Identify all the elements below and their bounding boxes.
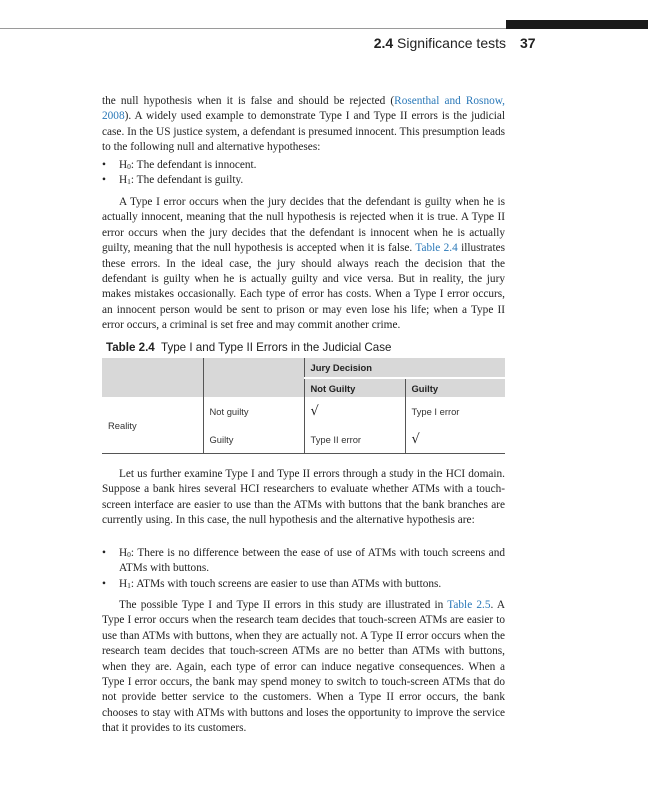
reality-label: Reality xyxy=(102,397,203,454)
page-number: 37 xyxy=(520,35,536,51)
check-icon: √ xyxy=(304,397,405,425)
hypotheses-list-2 xyxy=(102,546,505,592)
list-item: • $H_0$: There is no difference between the ease of use of ATMs with touch screens and ATMs with buttons. xyxy=(102,547,505,575)
table-2-4-link[interactable]: Table 2.4 xyxy=(415,242,458,255)
bullet-icon: • xyxy=(102,577,106,590)
hypotheses-list-1 xyxy=(102,158,505,189)
list-item: • $H_0$: The defendant is innocent. xyxy=(102,158,505,173)
bullet-icon: • xyxy=(102,547,106,559)
section-number: 2.4 xyxy=(373,35,394,51)
row-not-guilty-label: Not guilty xyxy=(203,397,304,425)
section-title: Significance tests xyxy=(397,35,506,51)
header-empty-cell-2 xyxy=(203,358,304,397)
type-ii-error-cell: Type II error xyxy=(304,425,405,454)
table-title: Type I and Type II Errors in the Judicial Case xyxy=(161,341,392,354)
check-icon: √ xyxy=(405,425,505,454)
bullet-icon: • xyxy=(102,174,106,187)
paragraph-4: The possible Type I and Type II errors in this study are illustrated in Table 2.5. A Type I error occurs when the research team decides that touch-screen ATMs are easier to use than ATMs with buttons, when they are actually not. A Type II error occurs when the research team decides that touch-screen ATMs are no better than ATMs with buttons, when they are. Again, each type of error can induce negative consequences. When a Type I error occurs, the bank may spend money to switch to touch-screen ATMs that do not provide better service to the customers. When a Type II error occurs, the bank chooses to stay with ATMs with buttons and loses the opportunity to improve the service that it provides to its customers. xyxy=(102,599,505,735)
citation-rosenthal[interactable]: Rosenthal and Rosnow, 2008 xyxy=(102,95,505,123)
table-caption xyxy=(106,341,506,354)
type-i-error-cell: Type I error xyxy=(405,397,505,425)
jury-decision-header: Jury Decision xyxy=(304,358,505,378)
paragraph-1: the null hypothesis when it is false and should be rejected (Rosenthal and Rosnow, 2008). A widely used example to demonstrate Type I and Type II errors is the judicial case. In the US justice system, a defendant is presumed innocent. This presumption leads to the following null and alternative hypotheses: xyxy=(102,95,505,154)
header-bar xyxy=(506,20,648,29)
guilty-header: Guilty xyxy=(405,378,505,397)
bullet-icon: • xyxy=(102,159,106,171)
not-guilty-header: Not Guilty xyxy=(304,378,405,397)
row-guilty-label: Guilty xyxy=(203,425,304,454)
header-empty-cell-1 xyxy=(102,358,203,397)
running-head xyxy=(300,35,506,51)
paragraph-3: Let us further examine Type I and Type II errors through a study in the HCI domain. Suppose a bank hires several HCI researchers to evaluate whether ATMs with a touch-screen interface are easier to use than the ATMs with buttons that the bank branches are currently using. In this case, the null hypothesis and the alternative hypothesis are: xyxy=(102,468,505,527)
table-2-5-link[interactable]: Table 2.5 xyxy=(447,599,491,611)
list-item: • $H_1$: ATMs with touch screens are easier to use than ATMs with buttons. xyxy=(102,577,505,592)
judicial-errors-table xyxy=(102,358,505,454)
paragraph-2: A Type I error occurs when the jury decides that the defendant is guilty when he is actually innocent, meaning that the null hypothesis is rejected when it is true. A Type II error occurs when the jury decides that the defendant is innocent when he is actually guilty, meaning that the null hypothesis is accepted when it is false. Table 2.4 illustrates these errors. In the ideal case, the jury should always reach the decision that the defendant is guilty when he is actually guilty and vice versa. But in reality, the jury makes mistakes occasionally. Each type of error has costs. When a Type I error occurs, an innocent person would be sent to prison or may even lose his life; when a Type II error occurs, a criminal is set free and may commit another crime. xyxy=(102,196,505,332)
table-label: Table 2.4 xyxy=(106,341,155,354)
list-item: • $H_1$: The defendant is guilty. xyxy=(102,173,505,188)
